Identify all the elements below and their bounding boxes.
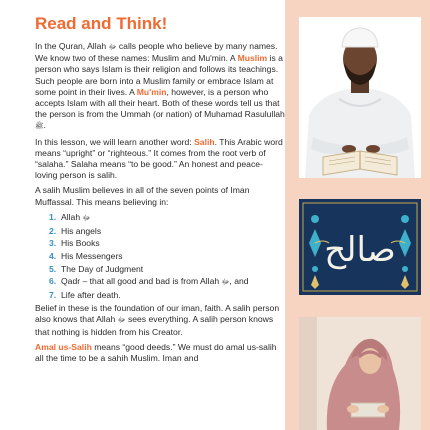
saw-symbol: ﷺ: [35, 123, 44, 131]
list-item: [49, 251, 285, 262]
list-item: [49, 226, 285, 237]
swt-symbol: ﷻ: [117, 317, 126, 325]
list-text: Qadr – that all good and bad is from Allah: [61, 276, 222, 287]
paragraph-salih: [35, 137, 285, 182]
list-text-tail: , and: [229, 276, 249, 287]
list-number: 3.: [49, 238, 57, 249]
text: , however, is a person who accepts Islam with all their heart. Both of these words tell us that the person is from the Ummah (or nation) of Muhamad Rasulullah: [35, 86, 285, 120]
list-text: His angels: [61, 225, 102, 236]
swt-symbol: ﷻ: [221, 279, 230, 287]
list-text: His Books: [61, 238, 100, 249]
page-title: Read and Think!: [35, 14, 168, 33]
list-item: [49, 264, 285, 275]
paragraph-amal-us-salih: [35, 342, 285, 364]
list-text: The Day of Judgment: [61, 263, 144, 274]
term-salih: Salih: [194, 136, 215, 147]
text: Belief in these is the foundation of our iman, faith. A salih person also knows that Allah: [35, 303, 280, 325]
swt-symbol: ﷻ: [82, 214, 91, 222]
list-text: Life after death.: [61, 290, 121, 301]
text: .: [43, 120, 46, 131]
text: In this lesson, we will learn another word:: [35, 136, 195, 147]
paragraph-muslim-mumin: [35, 41, 285, 133]
main-text-column: [35, 14, 285, 368]
text: In the Quran, Allah: [35, 41, 109, 51]
text: means “good deeds.” We must do amal us-salih all the time to be a sahih Muslim. Iman and: [35, 341, 277, 364]
text: is a person who says Islam is their religion and follows its teachings. Such people are born into a Muslim family or embrace Islam at some point in their lives. A: [35, 53, 283, 97]
list-number: 2.: [49, 225, 57, 236]
iman-points-list: [35, 212, 285, 301]
woman-in-hijab-photo: [299, 317, 421, 430]
list-text: His Messengers: [61, 250, 123, 261]
list-item: [49, 276, 285, 288]
text: . This Arabic word means “upright” or “righteous.” It comes from the root verb of “salaha.” Salaha means “to be good.” An honest and peace-loving person is salih.: [35, 136, 283, 181]
text: calls people who believe by many names. We know two of these names: Muslim and Mu'min. A: [35, 41, 278, 64]
calligraphy-text: صالح: [324, 230, 396, 270]
list-number: 6.: [49, 276, 57, 287]
term-mumin: Mu'min: [136, 86, 167, 97]
calligraphy-artwork: [299, 199, 421, 295]
paragraph-iman-muffassal: A salih Muslim believes in all of the seven points of Iman Muffassal. This means believing in:: [35, 185, 250, 207]
list-item: [49, 238, 285, 249]
swt-symbol: ﷻ: [108, 44, 117, 51]
list-text: Allah: [61, 211, 83, 222]
list-item: [49, 290, 285, 301]
arabic-calligraphy-salih: [299, 199, 421, 295]
list-number: 4.: [49, 250, 57, 261]
term-amal-us-salih: Amal us-Salih: [35, 341, 92, 352]
list-number: 7.: [49, 290, 57, 301]
list-number: 1.: [49, 211, 57, 222]
text: sees everything. A salih person knows that nothing is hidden from his Creator.: [35, 314, 274, 337]
man-reading-quran-photo: [299, 17, 421, 178]
man-reading-illustration: [299, 17, 421, 178]
term-muslim: Muslim: [237, 53, 268, 64]
woman-illustration: [299, 317, 421, 430]
list-number: 5.: [49, 263, 57, 274]
list-item: [49, 212, 285, 224]
paragraph-foundation: [35, 303, 285, 338]
